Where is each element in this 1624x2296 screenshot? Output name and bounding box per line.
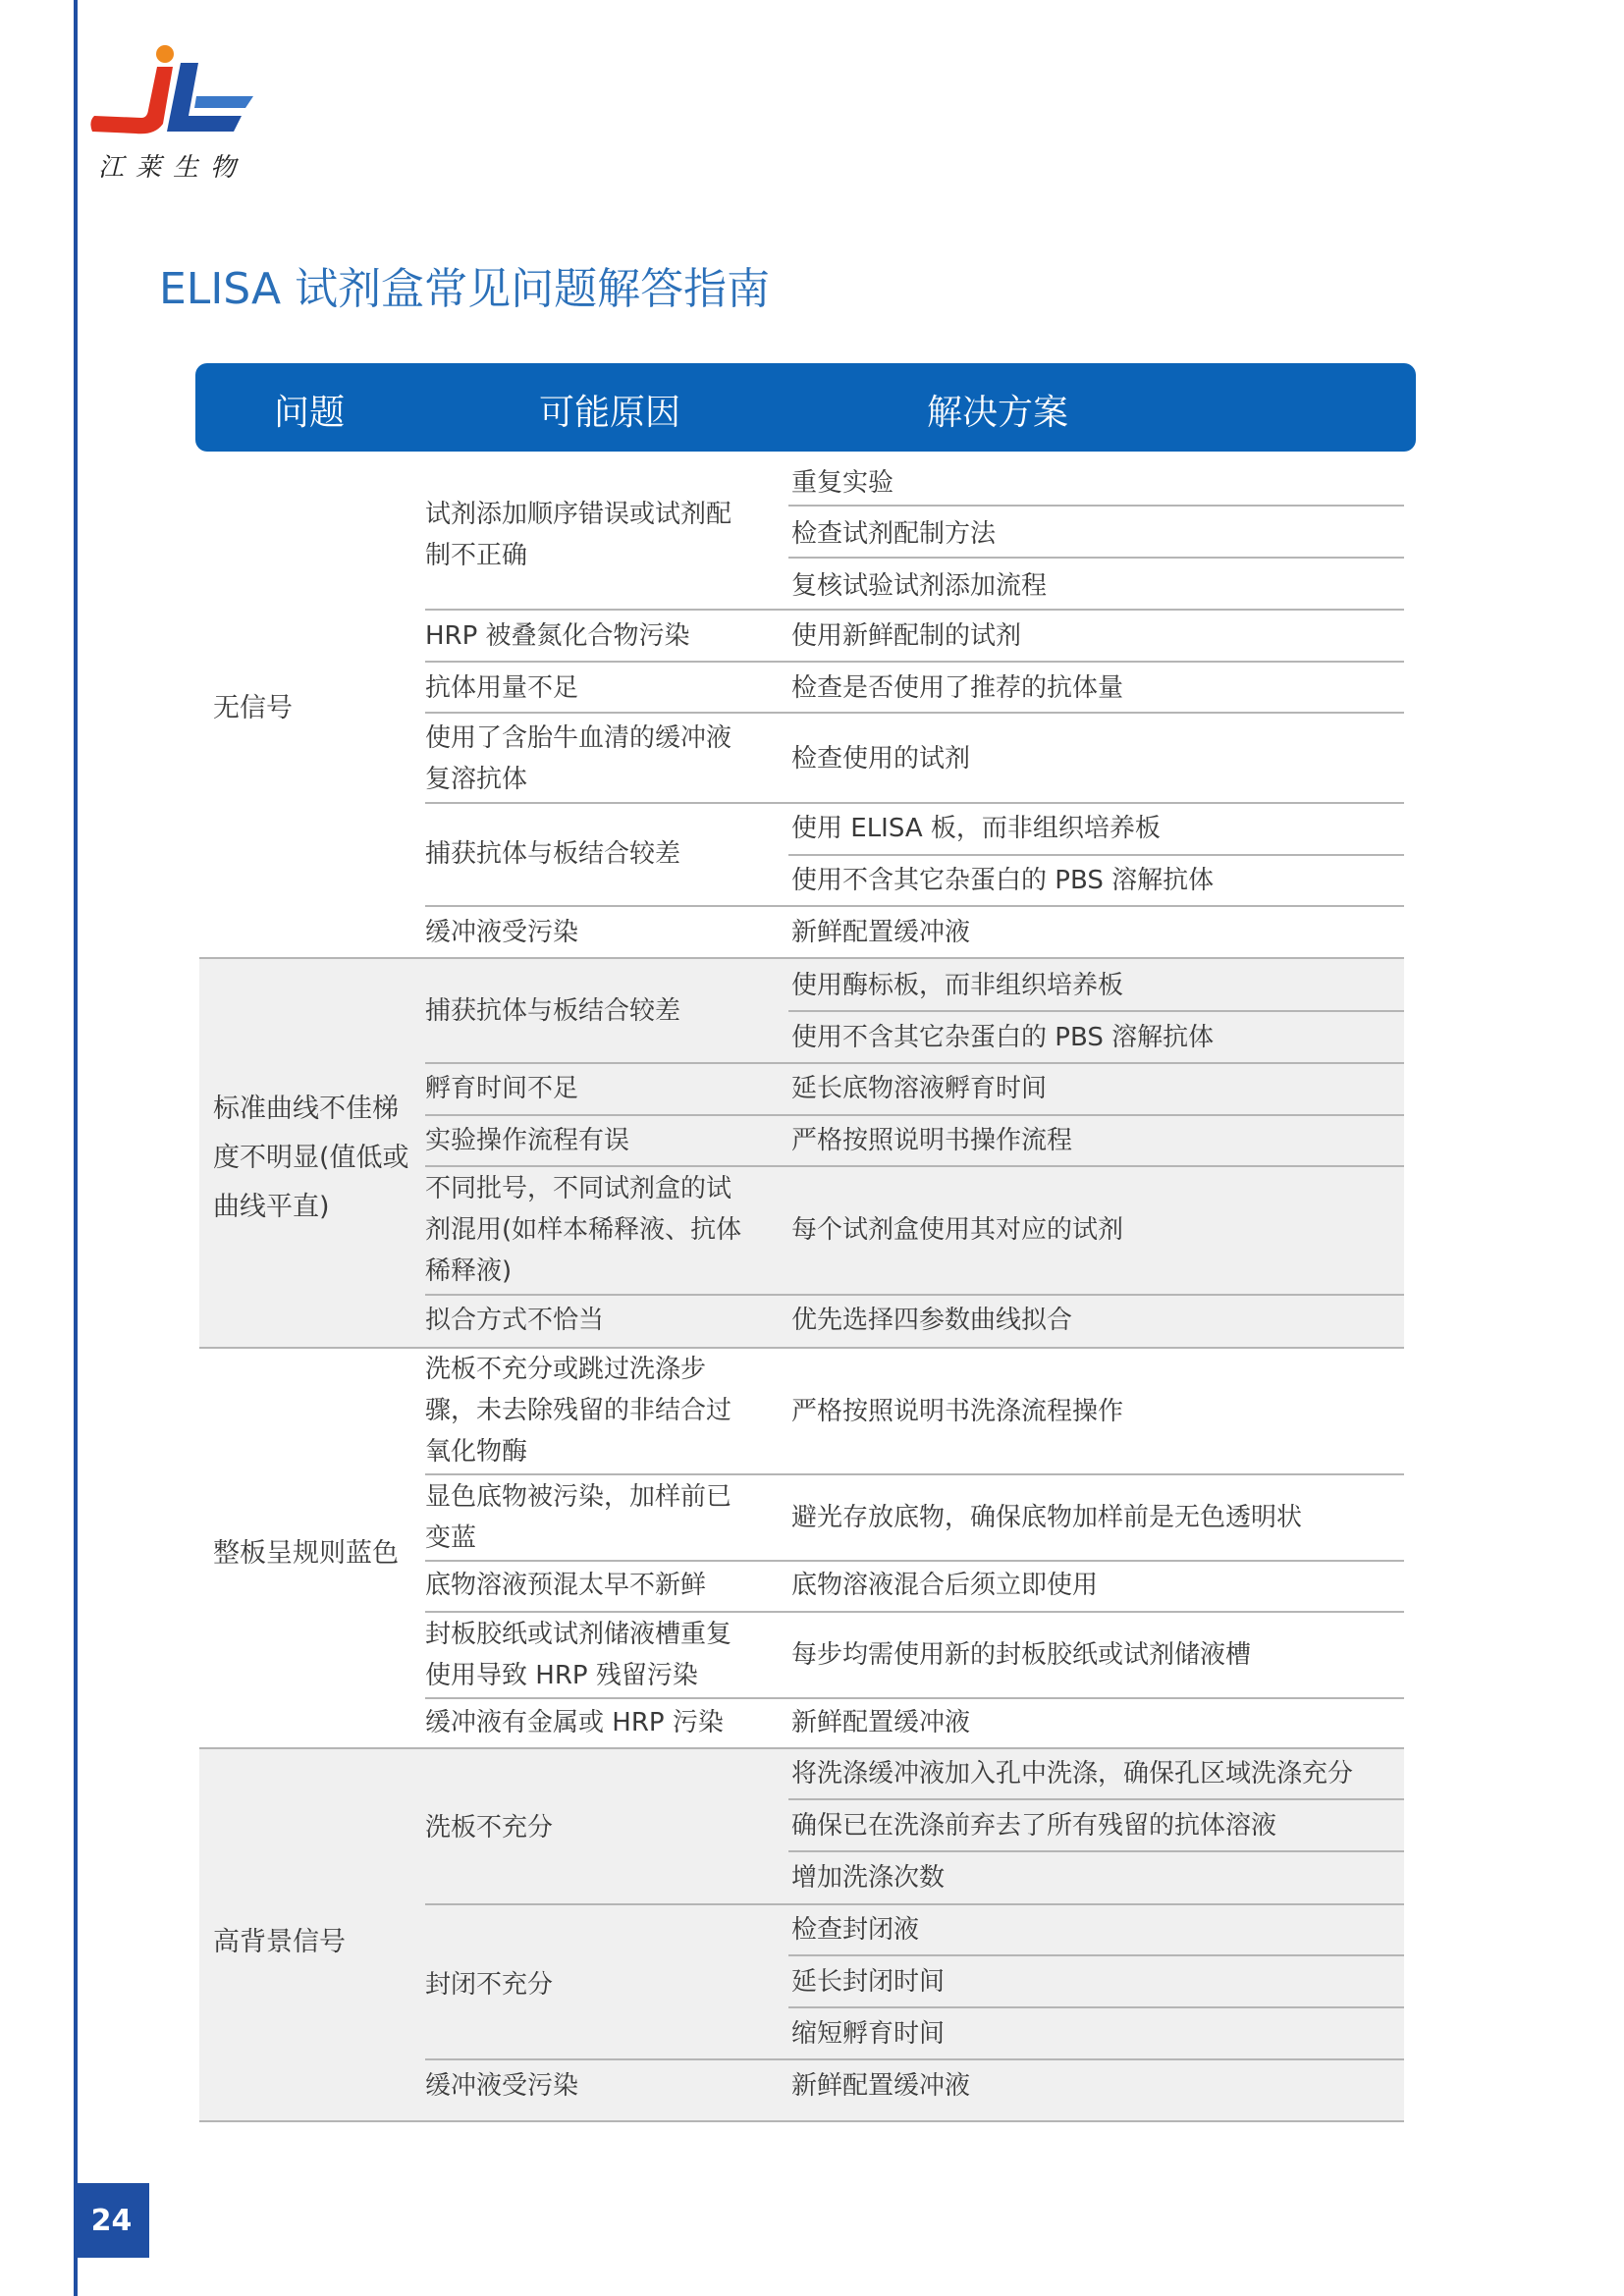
issue-group	[199, 1349, 1404, 1747]
row-divider	[425, 1611, 1404, 1613]
issue-label: 整板呈规则蓝色	[213, 1538, 399, 1569]
cause-cell: 底物溶液预混太早不新鲜	[425, 1571, 707, 1600]
header-cause: 可能原因	[539, 393, 681, 433]
cause-text: 洗板不充分或跳过洗涤步骤，未去除残留的非结合过氧化物酶	[425, 1355, 732, 1467]
cause-cell: 缓冲液有金属或 HRP 污染	[425, 1708, 724, 1737]
issue-group	[199, 1749, 1404, 2120]
solution-cell: 使用不含其它杂蛋白的 PBS 溶解抗体	[791, 866, 1215, 895]
row-divider	[425, 2058, 1404, 2060]
solution-cell: 每步均需使用新的封板胶纸或试剂储液槽	[791, 1640, 1252, 1670]
cause-text: 不同批号，不同试剂盒的试剂混用(如样本稀释液、抗体稀释液)	[425, 1174, 742, 1286]
row-divider	[788, 1798, 1404, 1800]
solution-cell: 延长封闭时间	[791, 1967, 946, 1997]
solution-cell: 底物溶液混合后须立即使用	[791, 1571, 1099, 1600]
solution-cell: 严格按照说明书洗涤流程操作	[791, 1397, 1124, 1426]
cause-cell: 实验操作流程有误	[425, 1126, 630, 1155]
solution-cell: 延长底物溶液孵育时间	[791, 1074, 1048, 1103]
solution-cell: 缩短孵育时间	[791, 2019, 946, 2049]
issue-label: 无信号	[213, 693, 293, 723]
cause-cell: 拟合方式不恰当	[425, 1306, 605, 1335]
solution-cell: 重复实验	[791, 468, 894, 498]
cause-cell	[425, 1614, 769, 1696]
cause-cell	[425, 496, 769, 574]
cause-cell: 抗体用量不足	[425, 673, 579, 703]
row-divider	[788, 1850, 1404, 1852]
row-divider	[788, 557, 1404, 559]
solution-cell: 严格按照说明书操作流程	[791, 1126, 1073, 1155]
cause-cell: 洗板不充分	[425, 1813, 554, 1842]
row-divider	[788, 505, 1404, 507]
solution-cell: 使用新鲜配制的试剂	[791, 621, 1022, 651]
cause-cell: 孵育时间不足	[425, 1074, 579, 1103]
cause-cell: 封闭不充分	[425, 1970, 554, 2000]
row-divider	[425, 1062, 1404, 1064]
solution-cell: 使用酶标板，而非组织培养板	[791, 971, 1124, 1000]
cause-cell: 缓冲液受污染	[425, 2071, 579, 2101]
row-divider	[788, 2006, 1404, 2008]
solution-cell: 使用不含其它杂蛋白的 PBS 溶解抗体	[791, 1023, 1215, 1052]
row-divider	[788, 854, 1404, 856]
cause-text: 封板胶纸或试剂储液槽重复使用导致 HRP 残留污染	[425, 1620, 732, 1690]
cause-cell: HRP 被叠氮化合物污染	[425, 621, 690, 651]
solution-cell: 新鲜配置缓冲液	[791, 1708, 971, 1737]
header-issue: 问题	[274, 393, 346, 433]
solution-cell: 复核试验试剂添加流程	[791, 571, 1048, 601]
left-margin-rule	[74, 0, 78, 2296]
solution-cell: 检查使用的试剂	[791, 744, 971, 774]
cause-cell	[425, 1476, 769, 1559]
page-title: ELISA 试剂盒常见问题解答指南	[159, 264, 771, 314]
cause-cell: 捕获抗体与板结合较差	[425, 839, 681, 869]
issue-label: 标准曲线不佳梯度不明显(值低或曲线平直)	[213, 1094, 409, 1222]
row-divider	[425, 609, 1404, 611]
cause-text: 试剂添加顺序错误或试剂配制不正确	[425, 500, 732, 570]
cause-cell: 缓冲液受污染	[425, 918, 579, 947]
page-number: 24	[74, 2183, 149, 2258]
cause-cell	[425, 716, 769, 802]
cause-text: 显色底物被污染，加样前已变蓝	[425, 1482, 732, 1553]
issue-group	[199, 959, 1404, 1347]
solution-cell: 增加洗涤次数	[791, 1863, 946, 1893]
issue-label: 高背景信号	[213, 1927, 346, 1957]
row-divider	[425, 661, 1404, 663]
solution-cell: 检查是否使用了推荐的抗体量	[791, 673, 1124, 703]
cause-text: 使用了含胎牛血清的缓冲液复溶抗体	[425, 723, 732, 794]
solution-cell: 每个试剂盒使用其对应的试剂	[791, 1215, 1124, 1245]
row-divider	[425, 1560, 1404, 1562]
cause-cell	[425, 1167, 769, 1293]
solution-cell: 将洗涤缓冲液加入孔中洗涤，确保孔区域洗涤充分	[791, 1759, 1354, 1789]
solution-cell: 新鲜配置缓冲液	[791, 918, 971, 947]
cause-cell: 捕获抗体与板结合较差	[425, 996, 681, 1026]
logo-text: 江莱生物	[98, 153, 248, 183]
solution-cell: 确保已在洗涤前弃去了所有残留的抗体溶液	[791, 1811, 1277, 1841]
cause-cell	[425, 1349, 769, 1472]
jl-logo-icon	[86, 37, 253, 145]
group-divider	[199, 2120, 1404, 2122]
table-header	[195, 363, 1416, 452]
row-divider	[425, 1473, 1404, 1475]
solution-cell: 检查封闭液	[791, 1915, 920, 1945]
solution-cell: 优先选择四参数曲线拟合	[791, 1306, 1073, 1335]
row-divider	[788, 1954, 1404, 1956]
row-divider	[425, 1903, 1404, 1905]
row-divider	[425, 1114, 1404, 1116]
solution-cell: 避光存放底物，确保底物加样前是无色透明状	[791, 1503, 1303, 1532]
row-divider	[425, 1697, 1404, 1699]
row-divider	[425, 802, 1404, 804]
solution-cell: 使用 ELISA 板，而非组织培养板	[791, 814, 1161, 843]
header-solution: 解决方案	[927, 393, 1069, 433]
row-divider	[425, 1294, 1404, 1296]
row-divider	[425, 712, 1404, 714]
issue-group	[199, 456, 1404, 957]
solution-cell: 新鲜配置缓冲液	[791, 2071, 971, 2101]
solution-cell: 检查试剂配制方法	[791, 519, 997, 549]
row-divider	[788, 1010, 1404, 1012]
row-divider	[425, 905, 1404, 907]
